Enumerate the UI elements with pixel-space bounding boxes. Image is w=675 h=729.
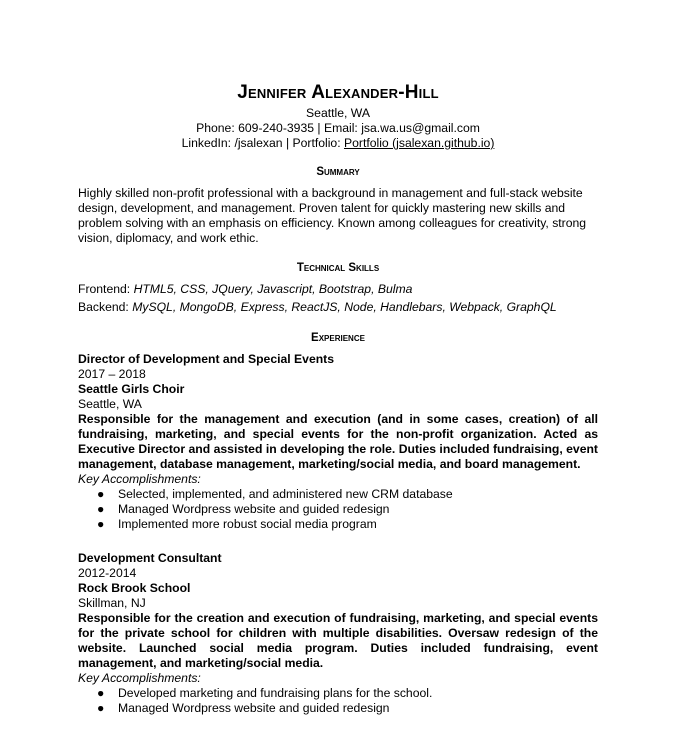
accomplishments-list — [78, 487, 598, 532]
frontend-label: Frontend: — [78, 282, 134, 296]
job-entry — [78, 551, 598, 716]
portfolio-link[interactable]: Portfolio (jsalexan.github.io) — [343, 136, 495, 150]
accomplishments-label: Key Accomplishments: — [78, 472, 201, 486]
job-location: Skillman, NJ — [78, 596, 146, 610]
location: Seattle, WA — [306, 106, 370, 120]
bullet-icon: ● — [97, 487, 105, 501]
candidate-name: Jennifer Alexander-Hill — [237, 82, 439, 103]
job-description: Responsible for the creation and execution of fundraising, marketing, and special events for the private school for children with multiple disabilities. Oversaw redesign of the website. Launched social media program. Duties included fundraising, event management, and marketing/social media. — [78, 611, 598, 670]
job-organization: Seattle Girls Choir — [78, 382, 185, 396]
job-entry — [78, 352, 598, 532]
job-role: Director of Development and Special Events — [78, 352, 335, 366]
list-item — [78, 701, 598, 716]
list-item-text: Managed Wordpress website and guided redesign — [118, 701, 390, 715]
skills-section — [78, 261, 598, 316]
linkedin-prefix: LinkedIn: /jsalexan | Portfolio: — [181, 136, 344, 150]
experience-section — [78, 331, 598, 716]
list-item-text: Developed marketing and fundraising plans for the school. — [118, 686, 433, 700]
job-role: Development Consultant — [78, 551, 222, 565]
accomplishments-label: Key Accomplishments: — [78, 671, 201, 685]
backend-skills — [78, 298, 598, 316]
bullet-icon: ● — [97, 701, 105, 715]
skills-title: Technical Skills — [296, 262, 380, 274]
phone-email: Phone: 609-240-3935 | Email: jsa.wa.us@gmail.com — [196, 121, 480, 135]
summary-section — [78, 165, 598, 246]
job-location: Seattle, WA — [78, 397, 142, 411]
experience-title: Experience — [311, 332, 365, 344]
list-item — [78, 502, 598, 517]
job-organization: Rock Brook School — [78, 581, 191, 595]
resume-page — [78, 80, 598, 716]
job-dates: 2012-2014 — [78, 566, 137, 580]
list-item — [78, 487, 598, 502]
list-item-text: Managed Wordpress website and guided redesign — [118, 502, 390, 516]
job-description: Responsible for the management and execution (and in some cases, creation) of all fundraising, marketing, and special events for the non-profit organization. Acted as Executive Director and assisted in developing the role. Duties included fundraising, event management, database management, marketing/social media, and board management. — [78, 412, 598, 471]
bullet-icon: ● — [97, 502, 105, 516]
accomplishments-list — [78, 686, 598, 716]
list-item — [78, 686, 598, 701]
list-item-text: Implemented more robust social media program — [118, 517, 377, 531]
list-item — [78, 517, 598, 532]
summary-text: Highly skilled non-profit professional with a background in management and full-stack website design, development, and management. Proven talent for quickly mastering new skills and problem solving with an emphasis on efficiency. Known among colleagues for creativity, strong vision, diplomacy, and work ethic. — [78, 186, 587, 245]
backend-value: MySQL, MongoDB, Express, ReactJS, Node, Handlebars, Webpack, GraphQL — [132, 300, 557, 314]
bullet-icon: ● — [97, 517, 105, 531]
backend-label: Backend: — [78, 300, 133, 314]
bullet-icon: ● — [97, 686, 105, 700]
frontend-skills — [78, 280, 598, 298]
list-item-text: Selected, implemented, and administered new CRM database — [118, 487, 453, 501]
job-dates: 2017 – 2018 — [78, 367, 146, 381]
frontend-value: HTML5, CSS, JQuery, Javascript, Bootstrap, Bulma — [133, 282, 413, 296]
summary-title: Summary — [316, 166, 360, 178]
resume-header — [78, 80, 598, 151]
linkedin-portfolio-line — [78, 136, 598, 151]
